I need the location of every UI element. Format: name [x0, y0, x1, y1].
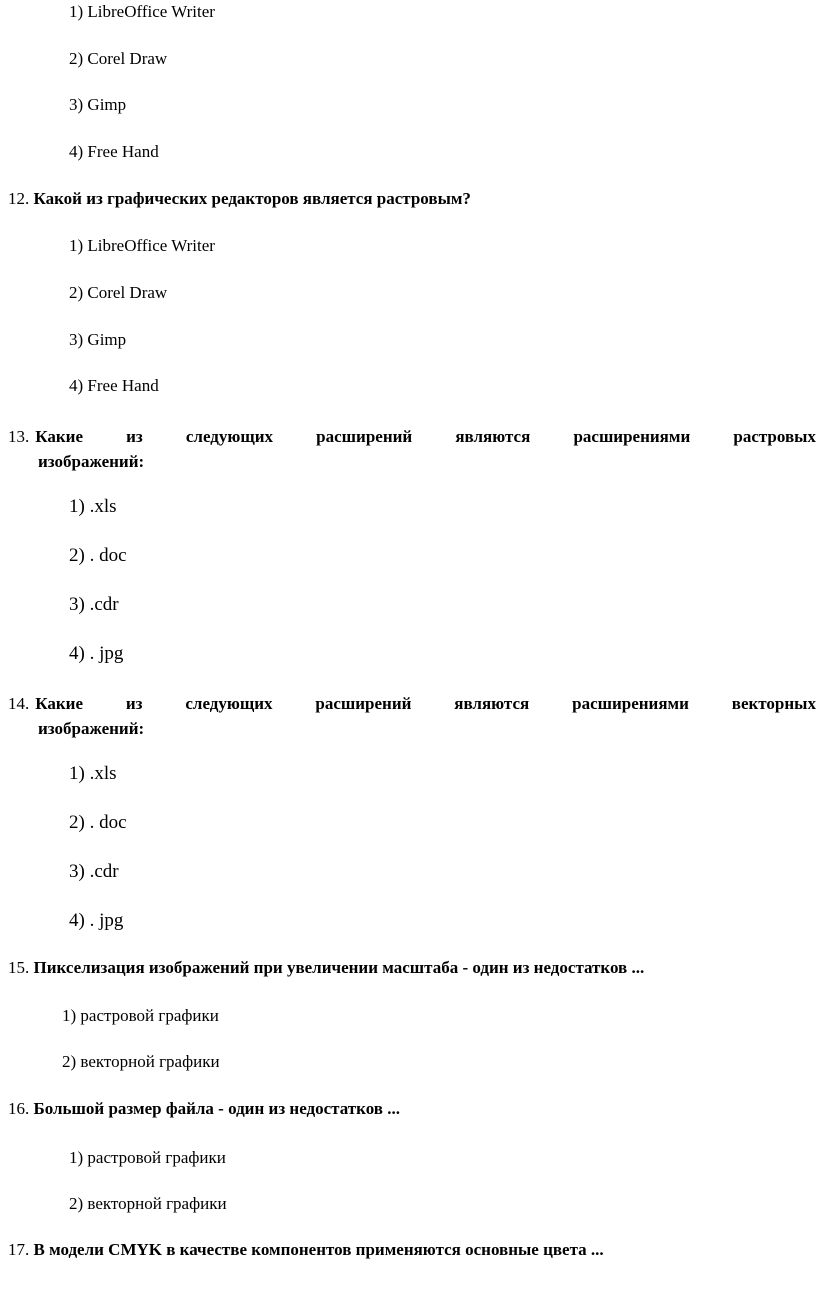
question-number: 13.: [8, 427, 30, 446]
option-2: 2) . doc: [69, 545, 127, 566]
option-4: 4) . jpg: [69, 643, 124, 664]
question-15-heading: [8, 958, 644, 978]
option-3: 3) Gimp: [69, 330, 127, 349]
question-14-heading: [8, 691, 816, 741]
option-2: 2) векторной графики: [69, 1194, 227, 1213]
option-3: 3) .cdr: [69, 594, 119, 615]
question-text: Большой размер файла - один из недостатков ...: [33, 1099, 400, 1118]
question-number: 17.: [8, 1240, 30, 1259]
option-1: 1) .xls: [69, 763, 117, 784]
question-12-heading: [8, 189, 471, 209]
question-number: 16.: [8, 1099, 30, 1118]
option-2: 2) Corel Draw: [69, 49, 168, 68]
question-text: В модели CMYK в качестве компонентов применяются основные цвета ...: [33, 1240, 604, 1259]
question-16-heading: [8, 1099, 400, 1119]
option-1: 1) LibreOffice Writer: [69, 2, 215, 21]
question-text-line2: изображений:: [38, 719, 145, 738]
question-word: расширениями: [573, 427, 691, 446]
option-1: 1) растровой графики: [69, 1148, 226, 1167]
question-word: являются: [455, 427, 531, 446]
question-number-line: [8, 691, 83, 716]
option-3: 3) Gimp: [69, 95, 127, 114]
question-text: Какой из графических редакторов является растровым?: [33, 189, 471, 208]
question-text-line2: изображений:: [38, 452, 145, 471]
option-1: 1) LibreOffice Writer: [69, 236, 215, 255]
question-word: расширениями: [572, 694, 689, 713]
option-2: 2) Corel Draw: [69, 283, 168, 302]
question-word: из: [126, 427, 143, 446]
option-2: 2) . doc: [69, 812, 127, 833]
question-word: следующих: [185, 694, 273, 713]
question-word: Какие: [35, 694, 83, 713]
question-word: векторных: [731, 694, 816, 713]
option-1: 1) растровой графики: [62, 1006, 219, 1025]
option-1: 1) .xls: [69, 496, 117, 517]
question-number-line: [8, 424, 83, 449]
question-word: расширений: [315, 694, 412, 713]
question-word: из: [125, 694, 143, 713]
question-17-heading: [8, 1240, 604, 1260]
question-text: Пикселизация изображений при увеличении масштаба - один из недостатков ...: [33, 958, 645, 977]
option-4: 4) Free Hand: [69, 142, 159, 161]
question-word: расширений: [316, 427, 413, 446]
question-number: 15.: [8, 958, 30, 977]
question-13-heading: [8, 424, 816, 474]
option-4: 4) Free Hand: [69, 376, 159, 395]
question-word: являются: [454, 694, 530, 713]
question-word: растровых: [733, 427, 816, 446]
question-word: следующих: [185, 427, 274, 446]
question-number: 14.: [8, 694, 30, 713]
question-word: Какие: [35, 427, 83, 446]
option-2: 2) векторной графики: [62, 1052, 220, 1071]
option-3: 3) .cdr: [69, 861, 119, 882]
question-number: 12.: [8, 189, 30, 208]
option-4: 4) . jpg: [69, 910, 124, 931]
